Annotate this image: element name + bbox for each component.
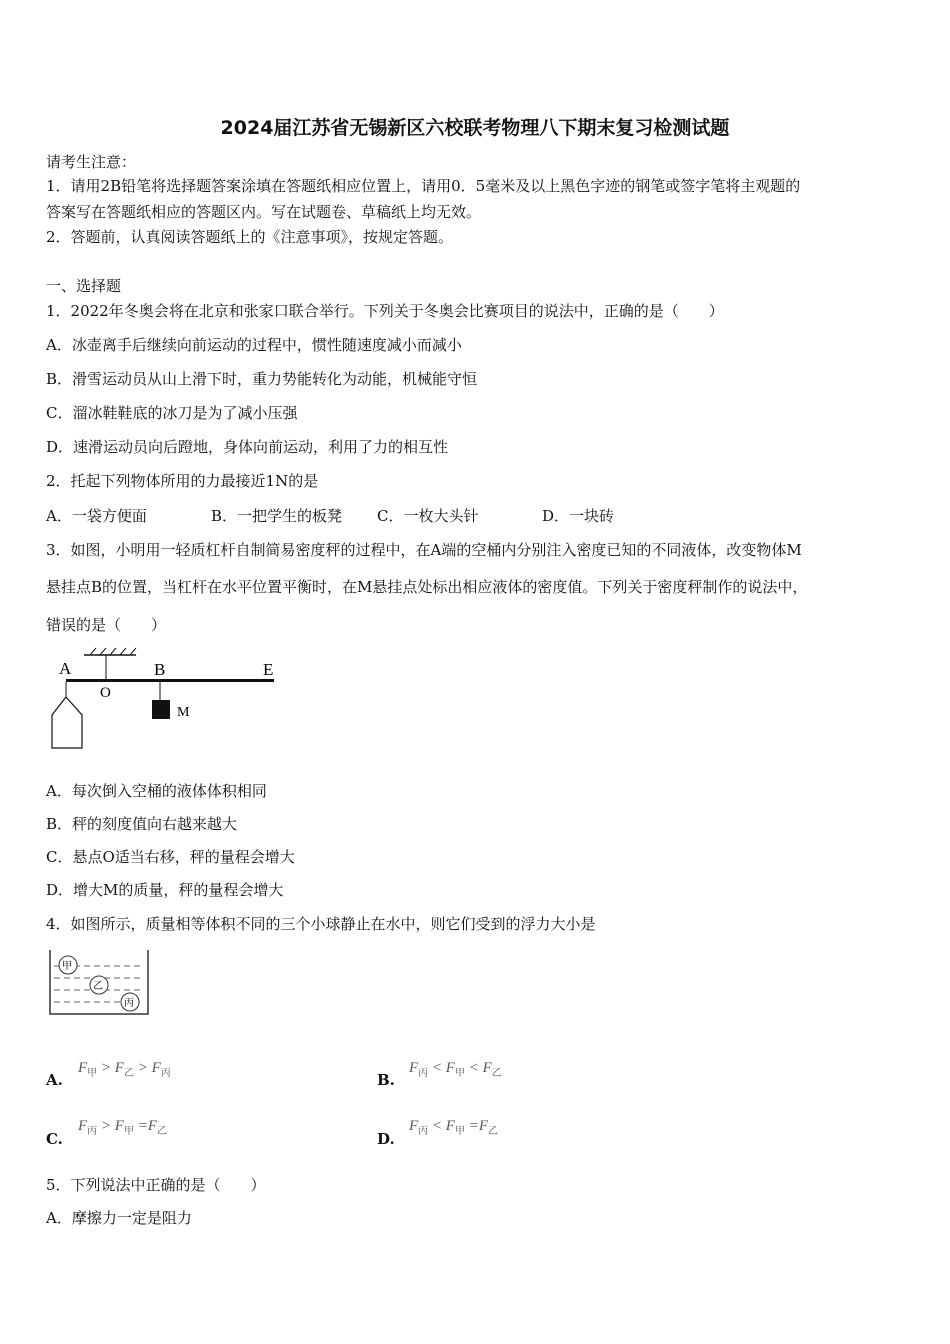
q4-option-d-label: D.: [377, 1130, 395, 1148]
q4-option-c-formula: $F_丙 > F_甲 =F_乙$: [78, 1118, 168, 1137]
q2-option-b: B．一把学生的板凳: [211, 507, 343, 525]
ball-bing-label: 丙: [124, 998, 134, 1009]
label-o: O: [100, 685, 111, 701]
notice-item-1-cont: 答案写在答题纸相应的答题区内。写在试题卷、草稿纸上均无效。: [46, 203, 482, 221]
label-b: B: [154, 660, 166, 679]
q2-option-c: C．一枚大头针: [377, 507, 479, 525]
page-title: 2024届江苏省无锡新区六校联考物理八下期末复习检测试题: [220, 117, 730, 139]
question-5-stem: 5．下列说法中正确的是（ ）: [46, 1176, 266, 1194]
question-3-stem: 3．如图，小明用一轻质杠杆自制简易密度秤的过程中，在A端的空桶内分别注入密度已知的不同液体，改变物体M: [46, 541, 802, 559]
q5-option-a: A．摩擦力一定是阻力: [46, 1209, 192, 1227]
question-3-stem-end: 错误的是（ ）: [46, 616, 167, 634]
notice-item-1: 1．请用2B铅笔将选择题答案涂填在答题纸相应位置上，请用0．5毫米及以上黑色字迹的钢笔或签字笔将主观题的: [46, 177, 801, 195]
question-2-stem: 2．托起下列物体所用的力最接近1N的是: [46, 472, 319, 490]
ball-jia-label: 甲: [62, 961, 72, 972]
ball-yi-label: 乙: [93, 981, 103, 992]
q2-option-a: A．一袋方便面: [46, 507, 147, 525]
water-tank-figure: [48, 948, 153, 1018]
q1-option-b: B．滑雪运动员从山上滑下时，重力势能转化为动能，机械能守恒: [46, 370, 478, 388]
q4-option-c-label: C.: [46, 1130, 63, 1148]
question-3-stem-cont: 悬挂点B的位置，当杠杆在水平位置平衡时，在M悬挂点处标出相应液体的密度值。下列关于密度秤制作的说法中，: [46, 578, 808, 596]
q3-option-c: C．悬点O适当右移，秤的量程会增大: [46, 848, 295, 866]
section-heading: 一、选择题: [46, 277, 122, 295]
q1-option-c: C．溜冰鞋鞋底的冰刀是为了减小压强: [46, 404, 298, 422]
q3-option-d: D．增大M的质量，秤的量程会增大: [46, 881, 284, 899]
question-1-stem: 1．2022年冬奥会将在北京和张家口联合举行。下列关于冬奥会比赛项目的说法中，正确的是（ ）: [46, 302, 724, 320]
label-a: A: [59, 659, 72, 678]
question-4-stem: 4．如图所示，质量相等体积不同的三个小球静止在水中，则它们受到的浮力大小是: [46, 915, 596, 933]
q1-option-d: D．速滑运动员向后蹬地，身体向前运动，利用了力的相互性: [46, 438, 449, 456]
notice-heading: 请考生注意：: [46, 153, 137, 171]
q4-option-b-label: B.: [377, 1071, 395, 1089]
q1-option-a: A．冰壶离手后继续向前运动的过程中，惯性随速度减小而减小: [46, 336, 462, 354]
q4-option-a-formula: $F_甲 > F_乙 > F_丙$: [78, 1060, 171, 1079]
q2-option-d: D．一块砖: [542, 507, 615, 525]
label-m: M: [177, 705, 190, 720]
q3-option-b: B．秤的刻度值向右越来越大: [46, 815, 238, 833]
q3-option-a: A．每次倒入空桶的液体体积相同: [46, 782, 267, 800]
notice-item-2: 2．答题前，认真阅读答题纸上的《注意事项》，按规定答题。: [46, 228, 454, 246]
q4-option-d-formula: $F_丙 < F_甲 =F_乙$: [409, 1118, 499, 1137]
q4-option-b-formula: $F_丙 < F_甲 < F_乙$: [409, 1060, 502, 1079]
lever-figure: [44, 645, 284, 755]
q4-option-a-label: A.: [46, 1071, 63, 1089]
label-e: E: [263, 660, 274, 679]
